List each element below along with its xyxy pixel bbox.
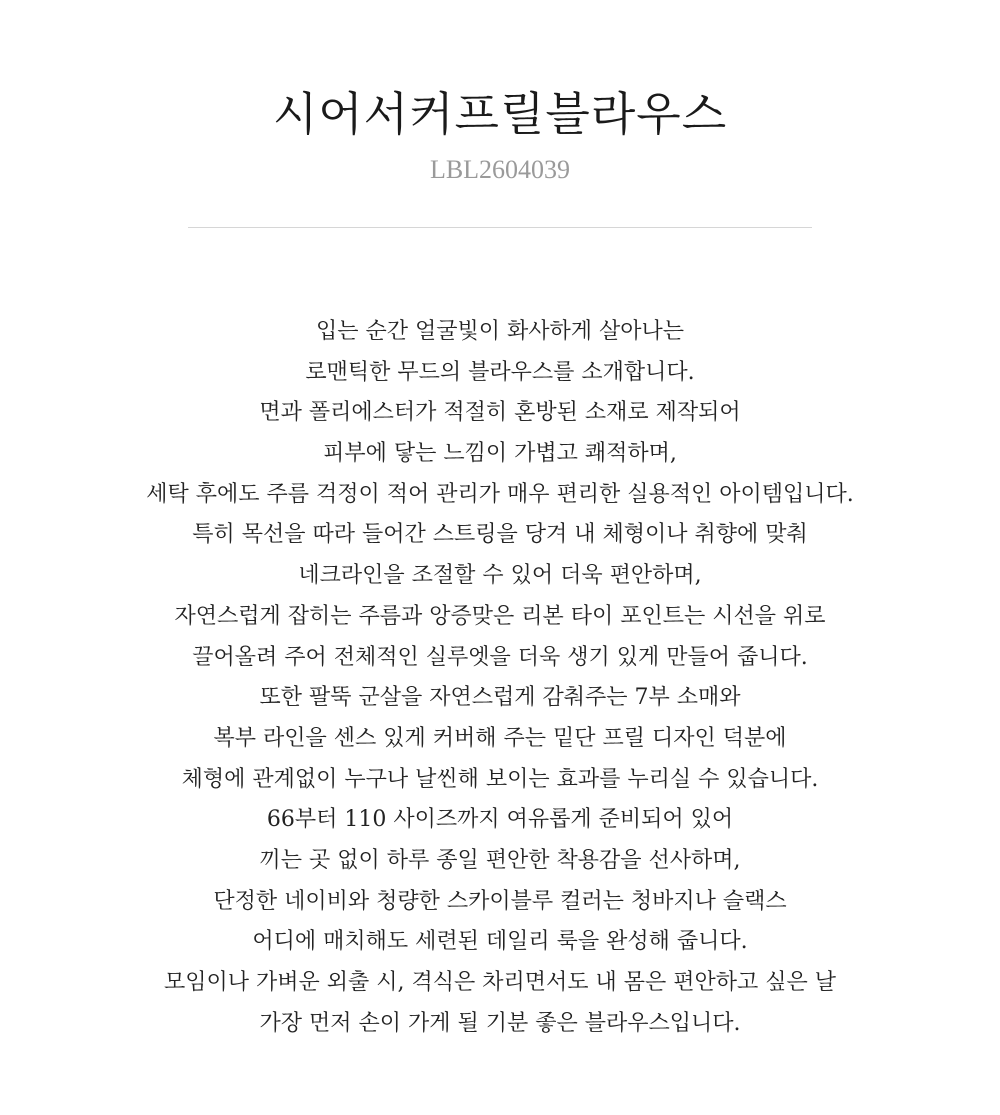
description-line: 네크라인을 조절할 수 있어 더욱 편안하며, [298,563,702,589]
description-line: 모임이나 가벼운 외출 시, 격식은 차리면서도 내 몸은 편안하고 싶은 날 [164,970,836,995]
description-line: 66부터 110 사이즈까지 여유롭게 준비되어 있어 [266,807,734,833]
description-line: 세탁 후에도 주름 걱정이 적어 관리가 매우 편리한 실용적인 아이템입니다. [146,481,854,507]
description-line: 자연스럽게 잡히는 주름과 앙증맞은 리본 타이 포인트는 시선을 위로 [174,603,826,629]
description-line: 또한 팔뚝 군살을 자연스럽게 감춰주는 7부 소매와 [259,685,741,711]
product-description [0,312,1000,1044]
description-line: 로맨틱한 무드의 블라우스를 소개합니다. [305,359,695,385]
description-line: 끌어올려 주어 전체적인 실루엣을 더욱 생기 있게 만들어 줍니다. [192,644,808,670]
description-line: 피부에 닿는 느낌이 가볍고 쾌적하며, [323,441,677,467]
product-code: LBL2604039 [429,155,571,184]
description-line: 끼는 곳 없이 하루 종일 편안한 착용감을 선사하며, [259,847,741,873]
description-line: 면과 폴리에스터가 적절히 혼방된 소재로 제작되어 [259,400,741,426]
title-divider [188,227,812,228]
description-line: 특히 목선을 따라 들어간 스트링을 당겨 내 체형이나 취향에 맞춰 [192,522,808,548]
description-line: 가장 먼저 손이 가게 될 기분 좋은 블라우스입니다. [259,1010,741,1036]
description-line: 단정한 네이비와 청량한 스카이블루 컬러는 청바지나 슬랙스 [213,888,787,914]
description-line: 입는 순간 얼굴빛이 화사하게 살아나는 [315,319,684,344]
description-line: 어디에 매치해도 세련된 데일리 룩을 완성해 줍니다. [252,929,748,955]
description-line: 복부 라인을 센스 있게 커버해 주는 밑단 프릴 디자인 덕분에 [213,725,787,751]
product-title: 시어서커프릴블라우스 [272,87,728,141]
description-line: 체형에 관계없이 누구나 날씬해 보이는 효과를 누리실 수 있습니다. [181,766,819,792]
